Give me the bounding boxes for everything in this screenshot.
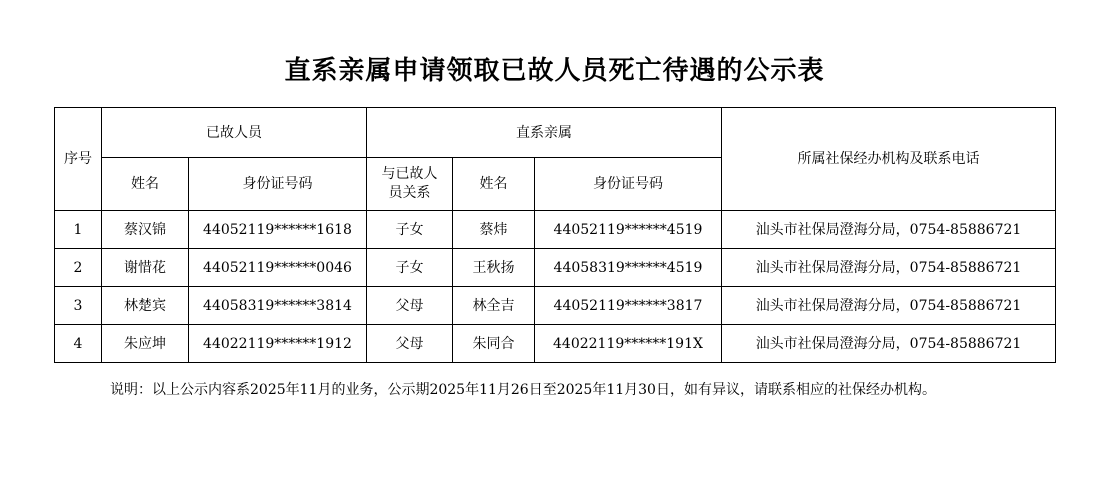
cell-relative-id: 44022119******191X (535, 325, 722, 363)
cell-deceased-id: 44052119******0046 (189, 249, 367, 287)
table-row (55, 249, 1056, 287)
cell-relative-id: 44052119******4519 (535, 211, 722, 249)
header-relative-group: 直系亲属 (367, 108, 722, 158)
header-relative-id: 身份证号码 (535, 158, 722, 211)
notice-table (54, 107, 1056, 363)
cell-agency: 汕头市社保局澄海分局，0754-85886721 (722, 211, 1056, 249)
cell-relative-name: 林全吉 (453, 287, 535, 325)
cell-agency: 汕头市社保局澄海分局，0754-85886721 (722, 287, 1056, 325)
header-deceased-group: 已故人员 (102, 108, 367, 158)
table-row (55, 211, 1056, 249)
header-row-1 (55, 108, 1056, 158)
cell-relationship: 父母 (367, 287, 453, 325)
header-deceased-name: 姓名 (102, 158, 189, 211)
cell-deceased-name: 林楚宾 (102, 287, 189, 325)
header-relationship (367, 158, 453, 211)
footnote: 说明：以上公示内容系2025年11月的业务，公示期2025年11月26日至2025年11月30日，如有异议，请联系相应的社保经办机构。 (110, 382, 936, 398)
page-title: 直系亲属申请领取已故人员死亡待遇的公示表 (284, 56, 825, 86)
cell-relationship: 子女 (367, 211, 453, 249)
cell-seq: 1 (55, 211, 102, 249)
cell-relative-id: 44058319******4519 (535, 249, 722, 287)
cell-deceased-id: 44058319******3814 (189, 287, 367, 325)
header-seq: 序号 (55, 108, 102, 211)
cell-seq: 4 (55, 325, 102, 363)
cell-deceased-name: 蔡汉锦 (102, 211, 189, 249)
cell-relative-name: 王秋扬 (453, 249, 535, 287)
cell-deceased-id: 44022119******1912 (189, 325, 367, 363)
cell-relationship: 父母 (367, 325, 453, 363)
header-relationship-label: 与已故人员关系 (381, 166, 438, 201)
cell-agency: 汕头市社保局澄海分局，0754-85886721 (722, 325, 1056, 363)
header-agency: 所属社保经办机构及联系电话 (722, 108, 1056, 211)
cell-deceased-name: 谢惜花 (102, 249, 189, 287)
cell-relationship: 子女 (367, 249, 453, 287)
table-row (55, 287, 1056, 325)
cell-relative-name: 蔡炜 (453, 211, 535, 249)
cell-relative-id: 44052119******3817 (535, 287, 722, 325)
header-deceased-id: 身份证号码 (189, 158, 367, 211)
cell-relative-name: 朱同合 (453, 325, 535, 363)
cell-seq: 3 (55, 287, 102, 325)
table-row (55, 325, 1056, 363)
cell-deceased-name: 朱应坤 (102, 325, 189, 363)
header-relative-name: 姓名 (453, 158, 535, 211)
cell-seq: 2 (55, 249, 102, 287)
cell-agency: 汕头市社保局澄海分局，0754-85886721 (722, 249, 1056, 287)
cell-deceased-id: 44052119******1618 (189, 211, 367, 249)
